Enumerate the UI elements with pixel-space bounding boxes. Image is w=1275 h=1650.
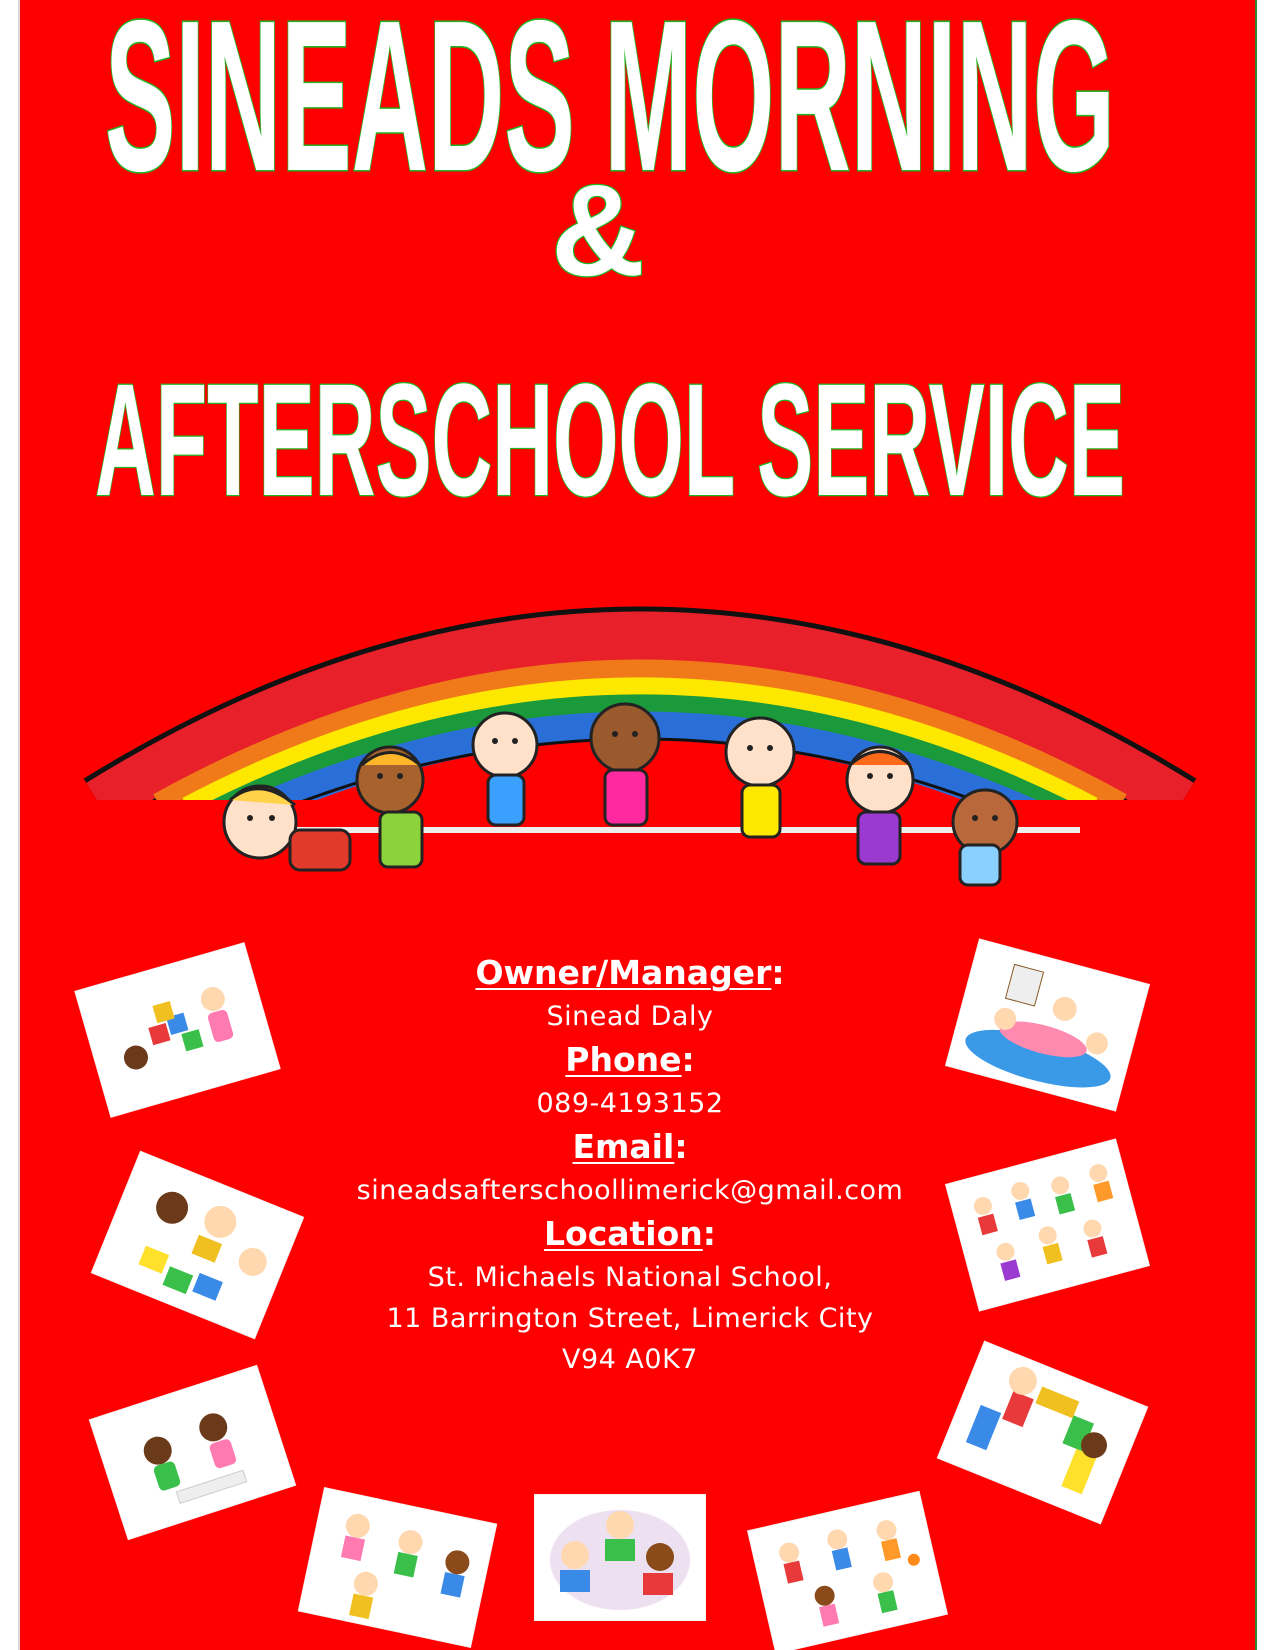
- illustration-children-building-blocks: [75, 943, 279, 1116]
- title-line-3: AFTERSCHOOL SERVICE: [95, 350, 1125, 529]
- location-line-1: St. Michaels National School,: [427, 1262, 833, 1293]
- email-label: Email: [572, 1127, 675, 1166]
- email-address: sineadsafterschoollimerick@gmail.com: [356, 1175, 904, 1206]
- phone-number: 089-4193152: [536, 1088, 724, 1119]
- poster: [18, 0, 1257, 1650]
- title-line-1: SINEADS MORNING: [105, 0, 1116, 217]
- owner-label: Owner/Manager: [475, 953, 772, 992]
- location-line-2: 11 Barrington Street, Limerick City: [386, 1303, 874, 1334]
- illustration-children-reading-books: [535, 1495, 705, 1620]
- rainbow-with-children-illustration: [80, 560, 1220, 900]
- phone-label: Phone: [565, 1040, 682, 1079]
- location-label: Location: [544, 1214, 703, 1253]
- owner-name: Sinead Daly: [546, 1001, 714, 1032]
- illustration-children-crafts-group: [299, 1488, 496, 1647]
- contact-info: [320, 950, 940, 1380]
- phone-label-row: Phone:: [565, 1040, 695, 1079]
- title-ampersand: &: [551, 157, 645, 303]
- illustration-children-puzzle: [92, 1152, 303, 1338]
- location-line-3: V94 A0K7: [562, 1344, 698, 1375]
- email-label-row: Email:: [572, 1127, 688, 1166]
- illustration-boy-lego-figure: [938, 1342, 1147, 1523]
- location-label-row: Location:: [544, 1214, 716, 1253]
- illustration-children-drawing-floor: [90, 1366, 295, 1539]
- illustration-children-sports: [748, 1492, 947, 1650]
- illustration-children-activities-collage: [946, 1140, 1149, 1311]
- illustration-children-painting-table: [946, 940, 1149, 1111]
- owner-label-row: Owner/Manager:: [475, 953, 785, 992]
- poster-title: [20, 0, 1257, 540]
